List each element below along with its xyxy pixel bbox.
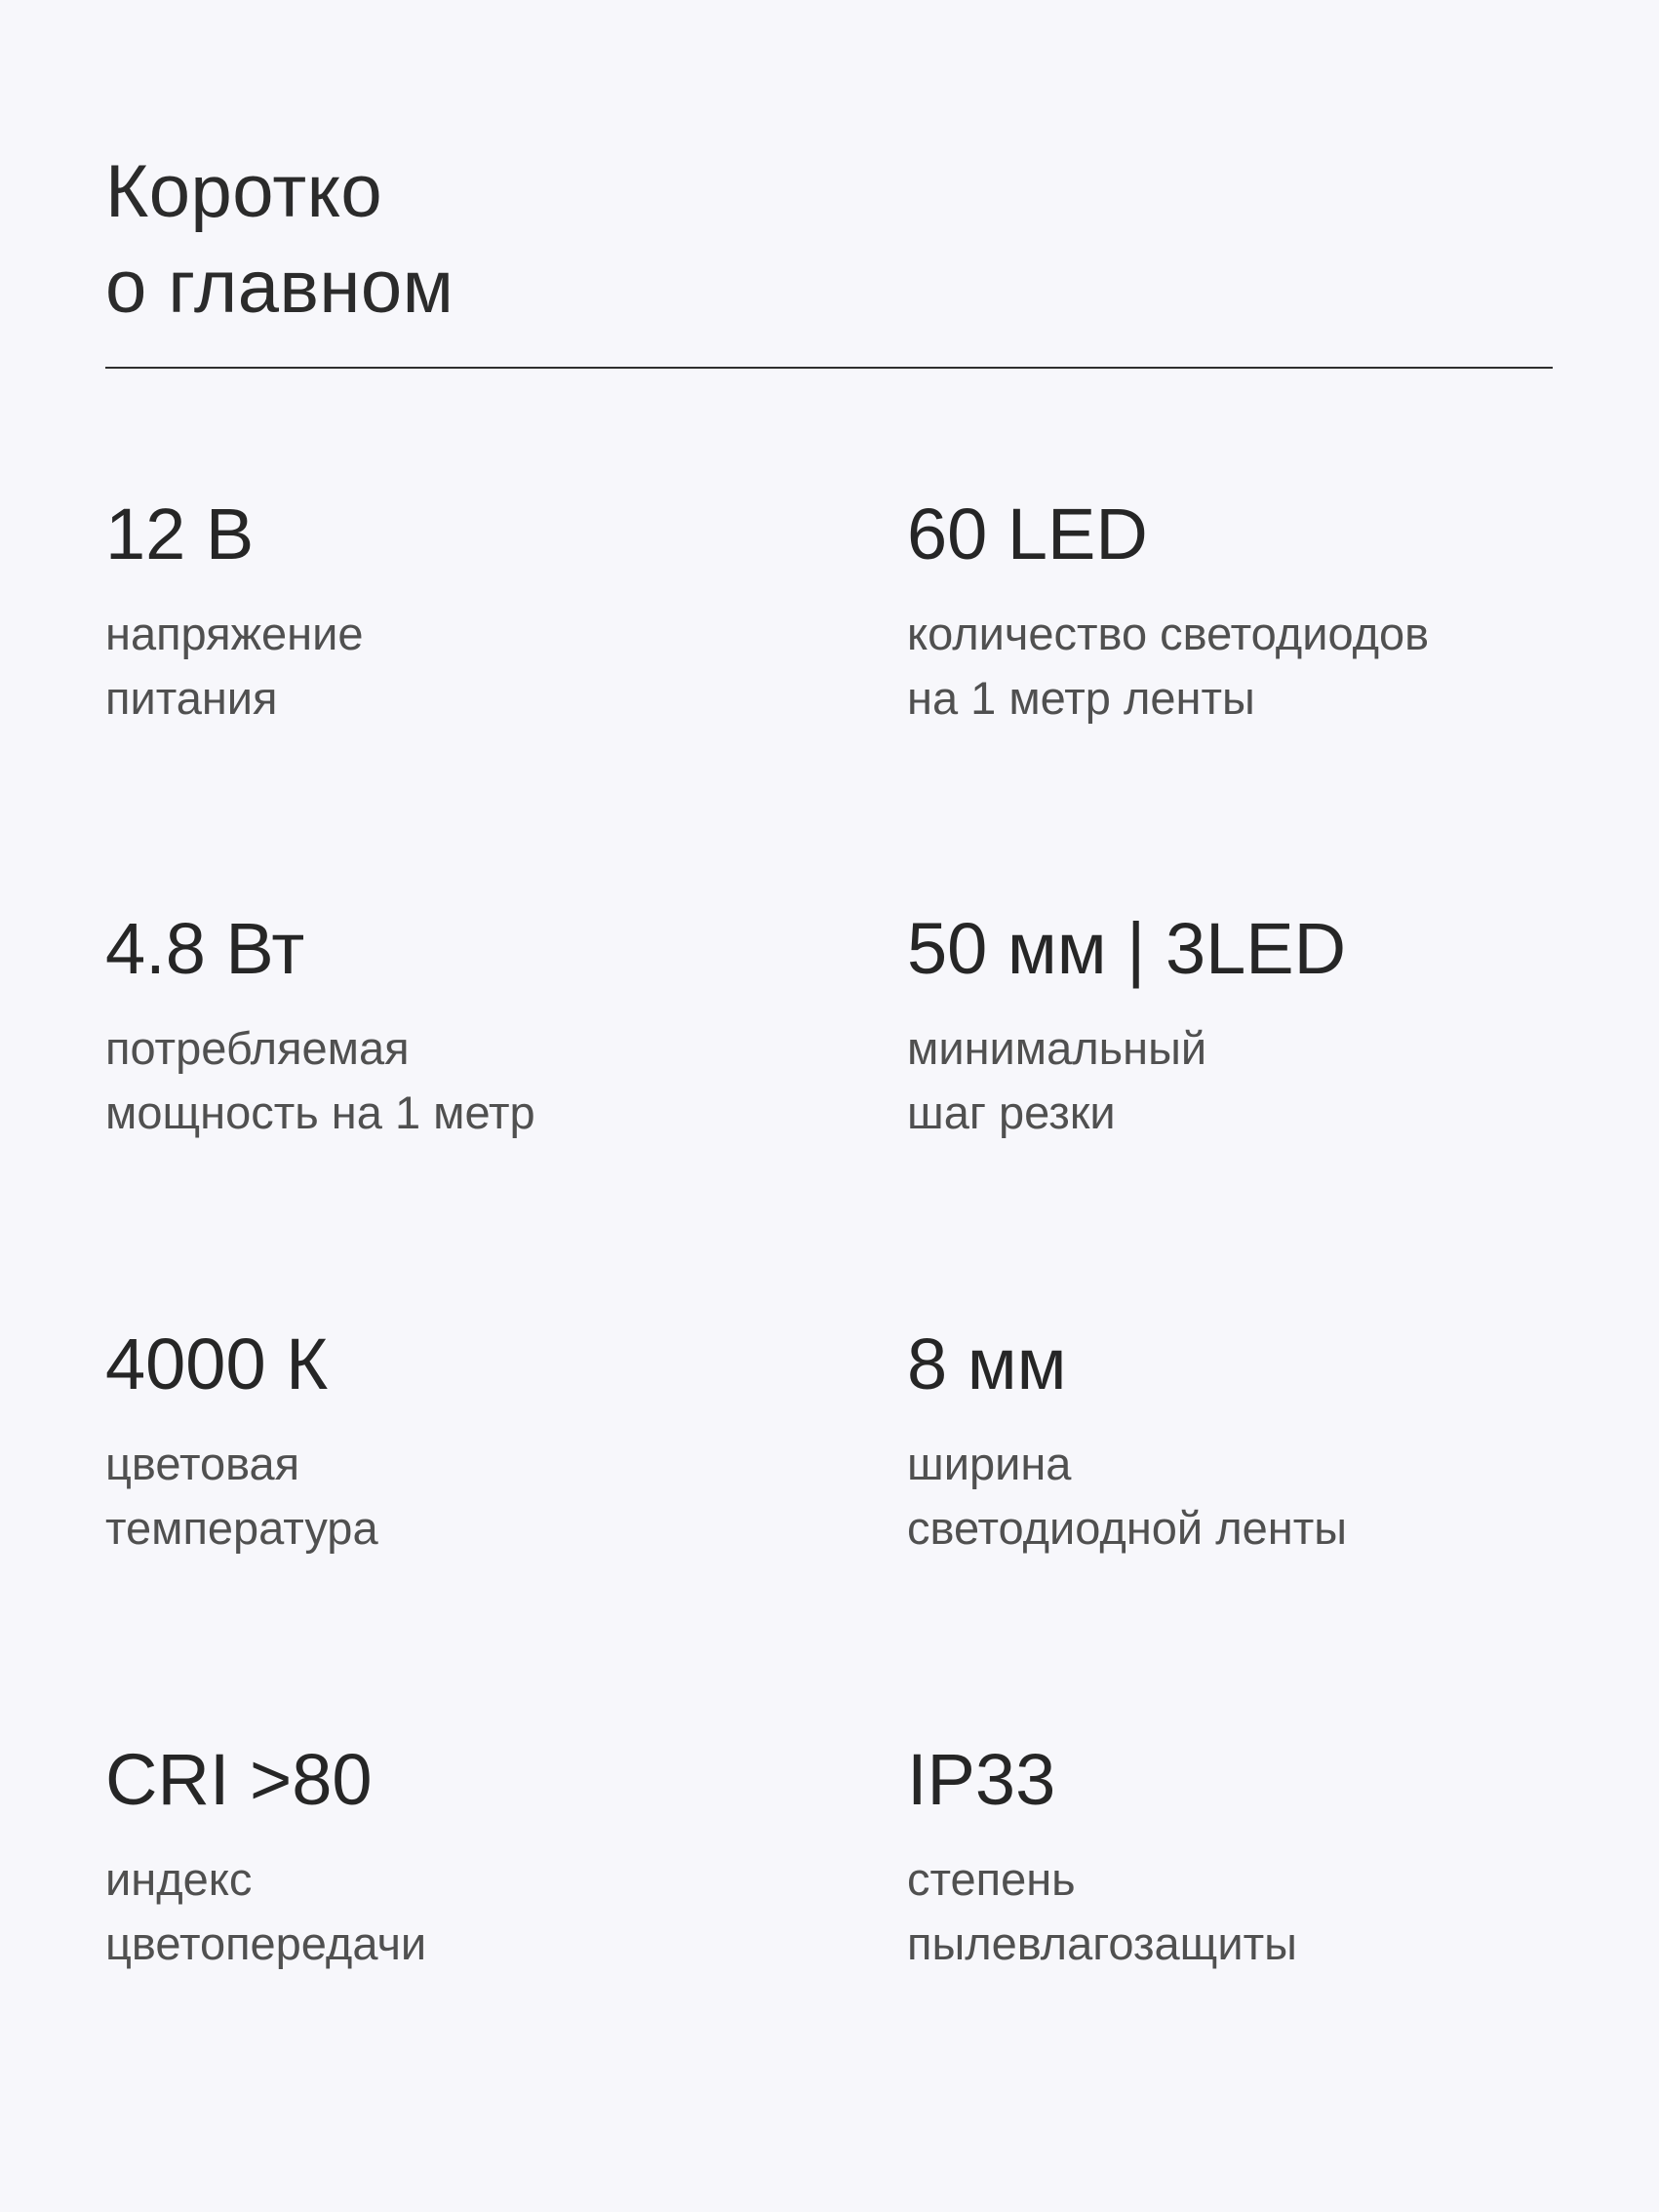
spec-value: 12 В [105,494,255,574]
spec-label-line-2: цветопередачи [105,1917,427,1969]
spec-label [105,602,788,731]
spec-label [105,1432,788,1560]
spec-cut-step [907,905,1590,1145]
spec-power [105,905,788,1145]
spec-label [907,602,1590,731]
spec-label [105,1847,788,1976]
spec-label [907,1016,1590,1145]
spec-label [907,1847,1590,1976]
page-title-line-1: Коротко [105,150,383,233]
spec-led-density [907,491,1590,731]
spec-value: 4000 К [105,1323,329,1404]
title-divider [105,367,1553,369]
spec-label-line-2: шаг резки [907,1086,1116,1138]
spec-color-temperature [105,1321,788,1560]
spec-strip-width [907,1321,1590,1560]
spec-label-line-1: количество светодиодов [907,608,1430,659]
spec-value: 8 мм [907,1323,1067,1404]
spec-label-line-1: степень [907,1853,1076,1905]
spec-label-line-1: индекс [105,1853,253,1905]
spec-ip-rating [907,1736,1590,1976]
spec-value: CRI >80 [105,1739,373,1820]
spec-voltage [105,491,788,731]
spec-label-line-1: минимальный [907,1022,1207,1074]
spec-label [105,1016,788,1145]
spec-value: 60 LED [907,494,1148,574]
spec-cri [105,1736,788,1976]
spec-label-line-1: потребляемая [105,1022,410,1074]
page-title-line-2: о главном [105,246,454,329]
spec-label-line-2: температура [105,1502,378,1554]
page-title [105,144,983,336]
spec-value: 50 мм | 3LED [907,908,1347,989]
spec-label-line-2: светодиодной ленты [907,1502,1348,1554]
spec-label [907,1432,1590,1560]
spec-label-line-1: напряжение [105,608,364,659]
spec-label-line-2: мощность на 1 метр [105,1086,535,1138]
spec-value: IP33 [907,1739,1056,1820]
spec-label-line-1: цветовая [105,1438,300,1489]
spec-label-line-2: на 1 метр ленты [907,672,1255,724]
spec-value: 4.8 Вт [105,908,305,989]
spec-label-line-1: ширина [907,1438,1072,1489]
spec-label-line-2: питания [105,672,278,724]
spec-label-line-2: пылевлагозащиты [907,1917,1297,1969]
